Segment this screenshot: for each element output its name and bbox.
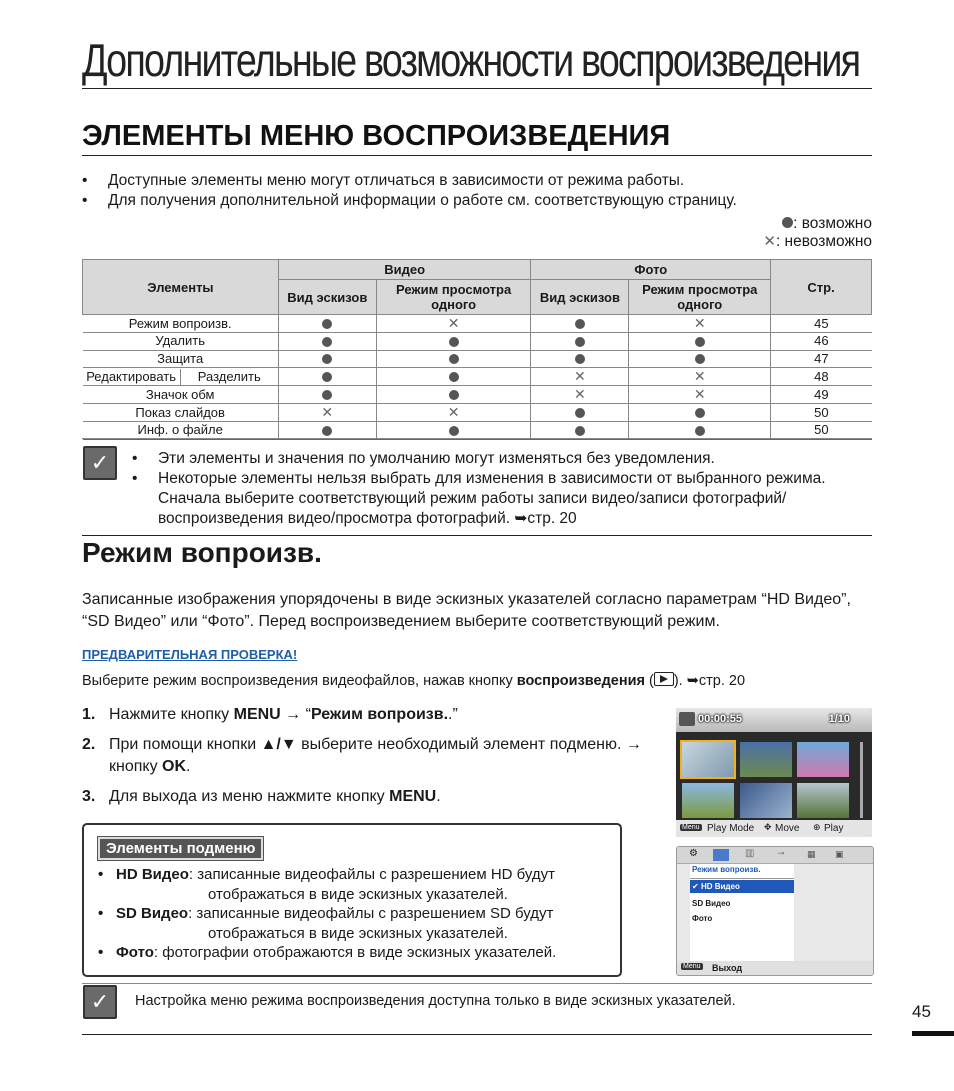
note-item: • Эти элементы и значения по умолчанию могут изменяться без уведомления. [132, 449, 832, 469]
playmode-tab-icon[interactable] [713, 849, 729, 861]
cross-icon: ✕ [321, 404, 334, 420]
header-photo: Фото [531, 260, 771, 280]
submenu-term: HD Видео [116, 866, 189, 883]
page-bar [912, 1031, 954, 1036]
intro-bullet: • Доступные элементы меню могут отличаться в зависимости от режима работы. [82, 171, 872, 191]
lcd-option-photo[interactable]: Фото [692, 914, 713, 923]
table-row [83, 368, 872, 386]
row-page: 49 [771, 386, 872, 404]
filled-circle-icon [322, 337, 332, 347]
step-text-a: При помощи кнопки [109, 736, 261, 753]
row-p-thumb [531, 422, 629, 440]
filled-circle-icon [695, 426, 705, 436]
row-v-thumb [278, 315, 376, 333]
step-number: 2. [82, 736, 96, 753]
step-text-c: . [436, 788, 441, 805]
row-p-single [629, 422, 771, 440]
mode-paragraph: Записанные изображения упорядочены в виде эскизных указателей согласно параметрам “HD Видео”, “SD Видео” или “Фото”. Перед воспроизведением выберите соответствующий режим. [82, 591, 851, 630]
step-text-d: Режим вопроизв. [310, 706, 449, 723]
row-item: Удалить [83, 333, 279, 351]
note-icon: ✓ [83, 446, 117, 480]
table-row [83, 315, 872, 333]
submenu-line2: отображаться в виде эскизных указателей. [208, 885, 508, 903]
step-text-b: ▲/▼ [260, 736, 297, 753]
lcd-option-hd[interactable]: ✔ HD Видео [690, 880, 794, 893]
row-v-thumb [278, 368, 376, 386]
cross-icon: ✕ [447, 404, 460, 420]
share-icon: ▣ [835, 849, 844, 859]
lcd-menu-title: Режим вопроизв. [690, 864, 794, 879]
lcd-thumbnail-view [676, 708, 872, 837]
move-icon: ✥ [764, 822, 772, 832]
cross-icon: ✕ [574, 386, 586, 402]
menu-chip: Menu [682, 824, 700, 831]
note-item: • Некоторые элементы нельзя выбрать для изменения в зависимости от выбранного режима. Сначала выберите соответствующий режим работы записи видео/записи фотографий/воспроизведения видео/просмотра фотографий. ➥стр. 20 [132, 469, 832, 529]
intro-bullet: • Для получения дополнительной информации о работе см. соответствующую страницу. [82, 191, 872, 211]
filled-circle-icon [575, 337, 585, 347]
step-text-b: MENU [233, 706, 281, 723]
filled-circle-icon [575, 408, 585, 418]
row-page: 48 [771, 368, 872, 386]
row-item-a: Редактировать [83, 369, 181, 385]
edit-icon: ▦ [807, 849, 816, 859]
legend-possible: : возможно [793, 215, 872, 232]
row-page: 50 [771, 422, 872, 440]
filled-circle-icon [449, 426, 459, 436]
cross-icon: ✕ [763, 233, 776, 250]
trash-icon: ▥ [745, 848, 755, 859]
filled-circle-icon [695, 408, 705, 418]
step [82, 786, 642, 808]
row-item: Инф. о файле [83, 422, 279, 440]
thumbnail[interactable] [797, 742, 849, 777]
row-v-thumb [278, 333, 376, 351]
row-item: Показ слайдов [83, 404, 279, 422]
note-rule [82, 983, 872, 984]
row-v-thumb [278, 404, 376, 422]
precheck-text-after: ). ➥стр. 20 [673, 673, 746, 689]
filled-circle-icon [575, 319, 585, 329]
lcd-option-sd[interactable]: SD Видео [692, 899, 731, 908]
filled-circle-icon [322, 354, 332, 364]
step-text [109, 734, 642, 778]
step [82, 704, 642, 726]
lcd-menu-bottom [677, 961, 873, 975]
cross-icon: ✕ [693, 368, 706, 384]
row-p-single [629, 404, 771, 422]
submenu-item [96, 904, 608, 943]
row-page: 46 [771, 333, 872, 351]
lcd-bottom-bar [676, 820, 872, 837]
row-item-b: Разделить [197, 368, 261, 384]
hd-video-icon [679, 712, 695, 726]
precheck-text: Выберите режим воспроизведения видеофайлов, нажав кнопку воспроизведения ( ). ➥стр. 20 [82, 673, 746, 689]
step-number: 3. [82, 788, 96, 805]
row-page: 45 [771, 315, 872, 333]
step-text-c: выберите необходимый элемент подменю. → кнопку [109, 736, 642, 775]
row-v-single [376, 404, 531, 422]
lcd-scrollbar[interactable] [860, 742, 863, 818]
thumbnail[interactable] [682, 783, 734, 818]
ok-icon: ⊕ [813, 822, 821, 832]
submenu-list [96, 865, 608, 963]
step-text-a: Нажмите кнопку [109, 706, 234, 723]
lcd-top-bar [676, 708, 872, 732]
row-v-single [376, 315, 531, 333]
header-page: Стр. [771, 260, 872, 315]
chapter-title: Дополнительные возможности воспроизведения [82, 34, 860, 86]
submenu-term: SD Видео [116, 905, 189, 922]
row-p-single [629, 315, 771, 333]
row-item: Режим вопроизв. [83, 315, 279, 333]
section-rule [82, 155, 872, 156]
legend [763, 215, 872, 251]
menu-chip: Menu [683, 963, 701, 970]
row-p-thumb [531, 386, 629, 404]
thumbnail[interactable] [680, 740, 736, 779]
menu-items-table [82, 259, 872, 440]
filled-circle-icon [575, 426, 585, 436]
filled-circle-icon [695, 354, 705, 364]
row-p-single [629, 333, 771, 351]
row-page: 50 [771, 404, 872, 422]
intro-bullets [82, 171, 872, 211]
filled-circle-icon [575, 354, 585, 364]
footer-rule [82, 1034, 872, 1035]
cross-icon: ✕ [693, 315, 706, 331]
submenu-line1: : записанные видеофайлы с разрешением SD будут [188, 905, 554, 922]
lcd-timecode: 00:00:55 [698, 713, 743, 725]
row-p-single [629, 350, 771, 368]
row-v-thumb [278, 350, 376, 368]
steps [82, 704, 642, 816]
cross-icon: ✕ [693, 386, 706, 402]
row-v-thumb [278, 386, 376, 404]
row-p-thumb [531, 368, 629, 386]
step-text-e: . [186, 758, 191, 775]
filled-circle-icon [322, 372, 332, 382]
filled-circle-icon [322, 390, 332, 400]
header-items: Элементы [83, 260, 279, 315]
table-row [83, 386, 872, 404]
row-v-single [376, 350, 531, 368]
row-p-single [629, 386, 771, 404]
filled-circle-icon [449, 372, 459, 382]
key-icon: ⊸ [777, 848, 785, 858]
exit-label: Выход [712, 963, 743, 973]
precheck-label: ПРЕДВАРИТЕЛЬНАЯ ПРОВЕРКА! [82, 647, 298, 662]
table-row [83, 404, 872, 422]
row-p-thumb [531, 350, 629, 368]
section-title: ЭЛЕМЕНТЫ МЕНЮ ВОСПРОИЗВЕДЕНИЯ [82, 120, 671, 152]
step-text-c: → “ [280, 706, 311, 723]
header-photo-single: Режим просмотра одного [629, 280, 771, 315]
row-v-single [376, 333, 531, 351]
lcd-menu-view [676, 846, 874, 976]
row-p-thumb [531, 333, 629, 351]
move-label: Move [775, 823, 800, 834]
page-number: 45 [912, 1002, 931, 1021]
submenu-line1: : записанные видеофайлы с разрешением HD будут [188, 866, 556, 883]
submenu-line2: отображаться в виде эскизных указателей. [208, 924, 508, 942]
row-v-single [376, 386, 531, 404]
mode-title: Режим вопроизв. [82, 537, 322, 568]
play-button-icon [654, 672, 674, 686]
step-text-b: MENU [389, 788, 437, 805]
table-row [83, 422, 872, 440]
note-icon: ✓ [83, 985, 117, 1019]
filled-circle-icon [449, 337, 459, 347]
filled-circle-icon [449, 390, 459, 400]
submenu-term: Фото [116, 944, 154, 961]
submenu-heading: Элементы подменю [98, 837, 263, 860]
submenu-line1: : фотографии отображаются в виде эскизных указателей. [153, 944, 557, 961]
row-p-thumb [531, 404, 629, 422]
lcd-counter: 1/10 [828, 713, 850, 725]
row-item: Значок обм [83, 386, 279, 404]
lcd-menu-panel [690, 864, 794, 967]
filled-circle-icon [782, 217, 793, 228]
cross-icon: ✕ [574, 368, 586, 384]
filled-circle-icon [449, 354, 459, 364]
thumbnail[interactable] [740, 742, 792, 777]
filled-circle-icon [322, 319, 332, 329]
precheck-bold: воспроизведения [516, 673, 645, 689]
step-text-a: Для выхода из меню нажмите кнопку [109, 788, 390, 805]
filled-circle-icon [695, 337, 705, 347]
gear-icon: ⚙ [689, 848, 698, 859]
thumbnail[interactable] [740, 783, 792, 818]
filled-circle-icon [322, 426, 332, 436]
thumbnail[interactable] [797, 783, 849, 818]
header-video-single: Режим просмотра одного [376, 280, 531, 315]
chapter-rule [82, 88, 872, 89]
row-page: 47 [771, 350, 872, 368]
row-v-thumb [278, 422, 376, 440]
play-label: Play [824, 823, 844, 834]
note2-text: Настройка меню режима воспроизведения доступна только в виде эскизных указателей. [135, 993, 736, 1009]
table-row [83, 333, 872, 351]
step-number: 1. [82, 706, 96, 723]
step-text [109, 786, 441, 808]
table-row [83, 350, 872, 368]
submenu-box [82, 823, 622, 977]
lcd-option-label: HD Видео [700, 882, 740, 891]
legend-impossible: : невозможно [775, 233, 872, 250]
lcd-menu-tabs [677, 847, 873, 864]
header-photo-thumbnail: Вид эскизов [531, 280, 629, 315]
table-body [83, 315, 872, 440]
header-video-thumbnail: Вид эскизов [278, 280, 376, 315]
step-text-e: .” [448, 706, 458, 723]
submenu-item [96, 943, 608, 963]
note-rule [82, 438, 872, 439]
play-mode-label: Play Mode [707, 823, 755, 834]
row-item: Защита [83, 350, 279, 368]
mode-rule [82, 535, 872, 536]
step [82, 734, 642, 778]
precheck-text-before: Выберите режим воспроизведения видеофайлов, нажав кнопку [82, 673, 517, 689]
submenu-item [96, 865, 608, 904]
header-video: Видео [278, 260, 531, 280]
row-p-thumb [531, 315, 629, 333]
row-p-single [629, 368, 771, 386]
row-item [83, 368, 279, 386]
row-v-single [376, 368, 531, 386]
row-v-single [376, 422, 531, 440]
step-text-d: OK [162, 758, 187, 775]
cross-icon: ✕ [447, 315, 460, 331]
note-list [132, 449, 832, 529]
step-text [109, 704, 458, 726]
